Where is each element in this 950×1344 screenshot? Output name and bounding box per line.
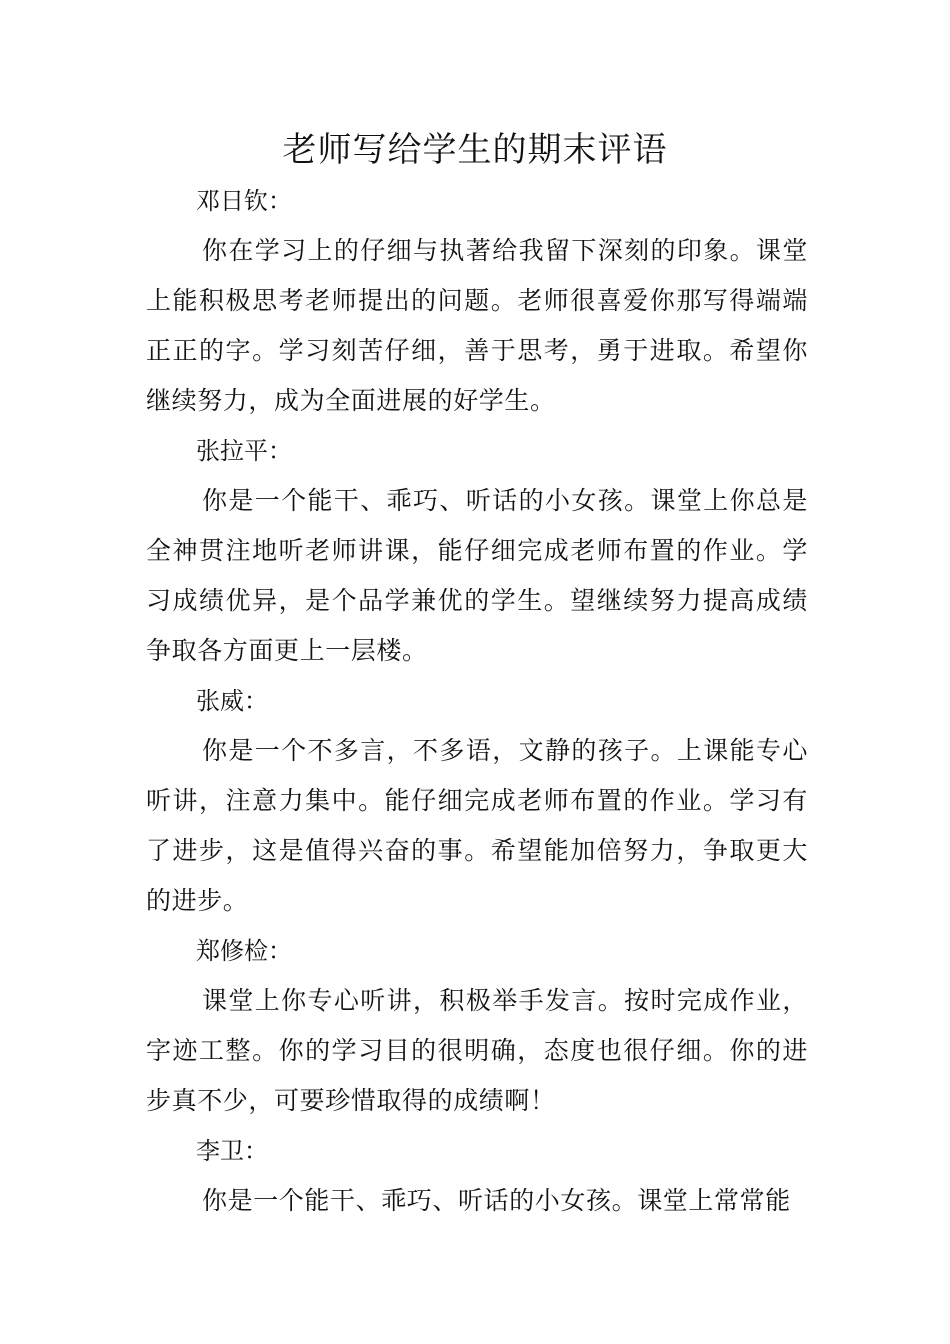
comment-text: 你是一个能干、乖巧、听话的小女孩。课堂上你总是全神贯注地听老师讲课，能仔细完成老师布置的作业。学习成绩优异，是个品学兼优的学生。望继续努力提高成绩争取各方面更上一层楼。 [146, 486, 808, 665]
student-name: 张拉平： [196, 437, 292, 465]
student-name: 张威： [196, 687, 268, 715]
comment-block [146, 176, 808, 426]
comment-block [146, 426, 808, 676]
comment-text: 你是一个不多言，不多语，文静的孩子。上课能专心听讲，注意力集中。能仔细完成老师布置的作业。学习有了进步，这是值得兴奋的事。希望能加倍努力，争取更大的进步。 [146, 736, 808, 915]
comment-text: 你是一个能干、乖巧、听话的小女孩。课堂上常常能 [202, 1186, 791, 1215]
comments-list [146, 176, 808, 1226]
comment-block [146, 926, 808, 1126]
student-name: 郑修检： [196, 937, 292, 965]
comment-text: 你在学习上的仔细与执著给我留下深刻的印象。课堂上能积极思考老师提出的问题。老师很喜爱你那写得端端正正的字。学习刻苦仔细，善于思考，勇于进取。希望你继续努力，成为全面进展的好学生。 [146, 236, 808, 415]
student-name: 李卫： [196, 1137, 268, 1165]
document-title: 老师写给学生的期末评语 [282, 130, 668, 170]
comment-block [146, 1126, 808, 1226]
student-name: 邓日钦： [196, 187, 292, 215]
comment-block [146, 676, 808, 926]
comment-text: 课堂上你专心听讲，积极举手发言。按时完成作业，字迹工整。你的学习目的很明确，态度也很仔细。你的进步真不少，可要珍惜取得的成绩啊！ [146, 986, 808, 1115]
